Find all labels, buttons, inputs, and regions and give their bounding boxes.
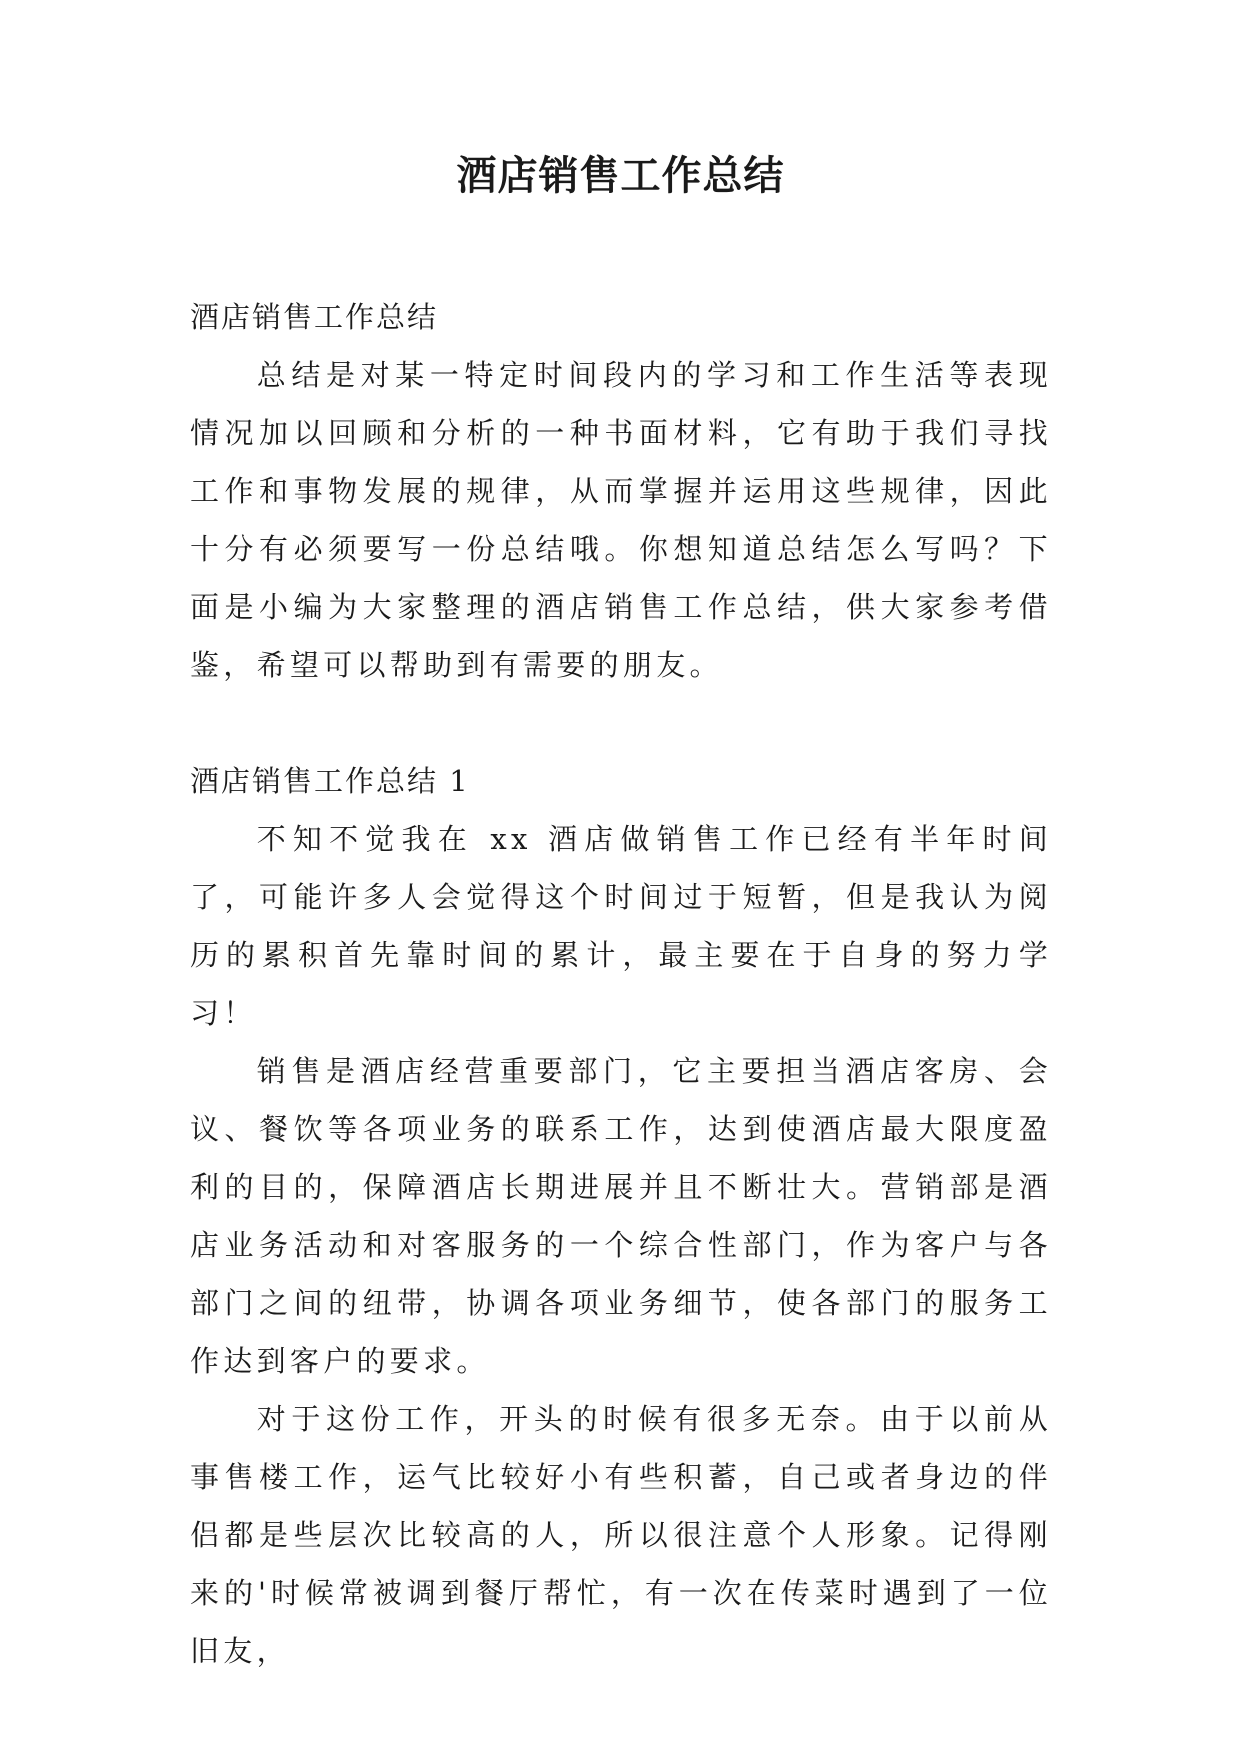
- section-1-paragraph-3: 对于这份工作，开头的时候有很多无奈。由于以前从事售楼工作，运气比较好小有些积蓄，自己或者身边的伴侣都是些层次比较高的人，所以很注意个人形象。记得刚来的'时候常被调到餐厅帮忙，有一次在传菜时遇到了一位旧友，: [190, 1402, 1052, 1668]
- document-body: [190, 288, 1052, 1680]
- section-1-paragraph-2: 销售是酒店经营重要部门，它主要担当酒店客房、会议、餐饮等各项业务的联系工作，达到使酒店最大限度盈利的目的，保障酒店长期进展并且不断壮大。营销部是酒店业务活动和对客服务的一个综合性部门，作为客户与各部门之间的纽带，协调各项业务细节，使各部门的服务工作达到客户的要求。: [190, 1054, 1052, 1378]
- intro-label: 酒店销售工作总结: [190, 300, 439, 334]
- section-1-label: 酒店销售工作总结 1: [190, 764, 470, 798]
- section-spacer: [190, 694, 1052, 752]
- document-title: 酒店销售工作总结: [456, 152, 785, 199]
- section-1-paragraph-1: 不知不觉我在 xx 酒店做销售工作已经有半年时间了，可能许多人会觉得这个时间过于短暂，但是我认为阅历的累积首先靠时间的累计，最主要在于自身的努力学习！: [190, 822, 1052, 1030]
- intro-paragraph: 总结是对某一特定时间段内的学习和工作生活等表现情况加以回顾和分析的一种书面材料，它有助于我们寻找工作和事物发展的规律，从而掌握并运用这些规律，因此十分有必须要写一份总结哦。你想知道总结怎么写吗？下面是小编为大家整理的酒店销售工作总结，供大家参考借鉴，希望可以帮助到有需要的朋友。: [190, 358, 1052, 682]
